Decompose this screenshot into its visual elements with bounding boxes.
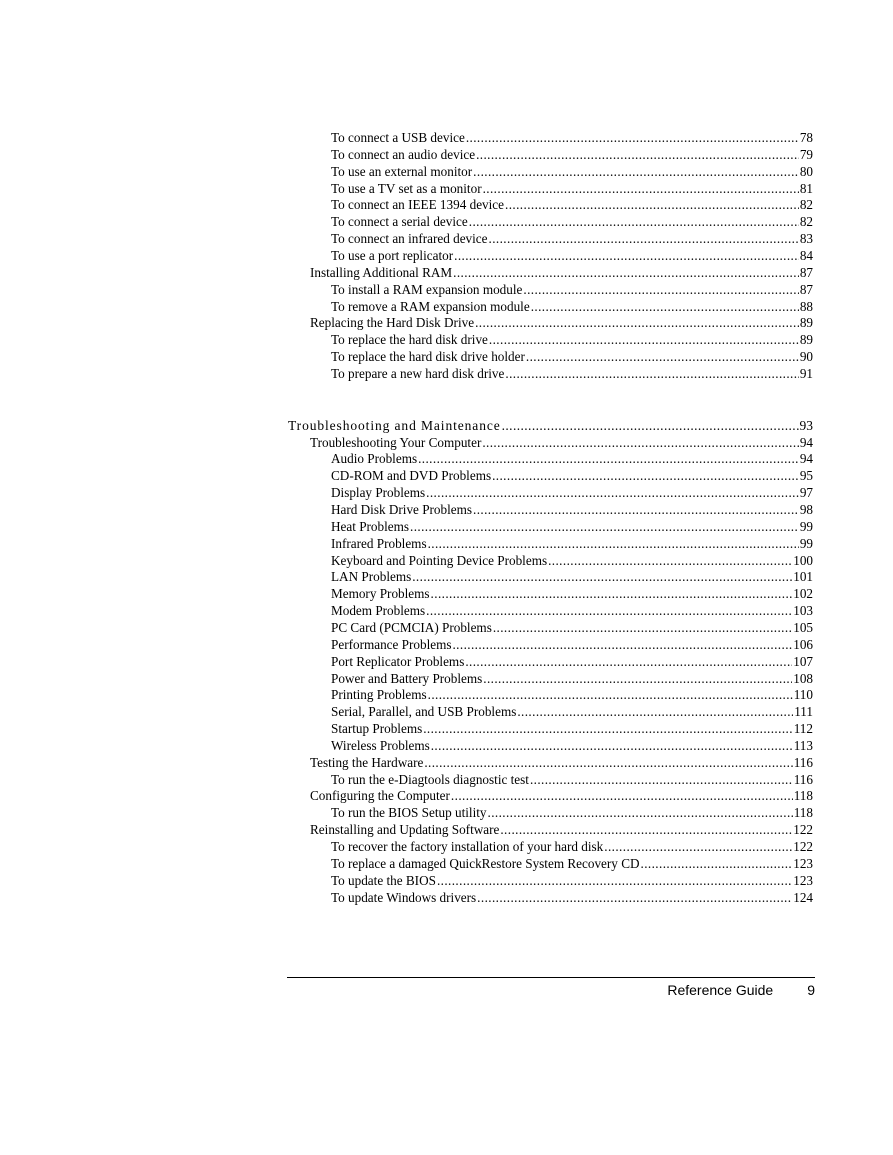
toc-page-number: 81 [799, 180, 813, 196]
dot-leader [454, 248, 799, 264]
toc-page-number: 122 [793, 822, 813, 838]
toc-entry-title: Testing the Hardware [310, 754, 424, 770]
toc-page-number: 116 [793, 771, 813, 787]
dot-leader [483, 671, 792, 687]
toc-page-number: 108 [793, 670, 813, 686]
dot-leader [548, 553, 792, 569]
toc-entry [331, 586, 813, 602]
toc-entry-title: Keyboard and Pointing Device Problems [331, 552, 548, 568]
toc-page-number: 87 [799, 281, 813, 297]
toc-page-number: 107 [793, 653, 813, 669]
toc-page-number: 110 [793, 687, 813, 703]
toc-section [310, 315, 813, 331]
dot-leader [431, 586, 793, 602]
toc-entry-title: To remove a RAM expansion module [331, 298, 530, 314]
dot-leader [505, 197, 799, 213]
dot-leader [452, 637, 792, 653]
toc-entry-title: To run the e-Diagtools diagnostic test [331, 771, 529, 787]
toc-entry-title: To prepare a new hard disk drive [331, 365, 505, 381]
dot-leader [466, 130, 799, 146]
toc-entry [331, 569, 813, 585]
toc-page-number: 80 [799, 163, 813, 179]
toc-section [310, 822, 813, 838]
toc-entry-title: Replacing the Hard Disk Drive [310, 315, 475, 331]
footer-page-number: 9 [807, 982, 815, 998]
toc-entry-title: To connect a serial device [331, 214, 468, 230]
toc-page-number: 88 [799, 298, 813, 314]
toc-page-number: 113 [793, 737, 813, 753]
toc-entry-title: To connect an infrared device [331, 231, 488, 247]
toc-page-number: 83 [799, 231, 813, 247]
toc-entry [331, 805, 813, 821]
toc-entry-title: To run the BIOS Setup utility [331, 805, 487, 821]
footer-guide-title: Reference Guide [667, 982, 774, 998]
toc-page-number: 118 [793, 788, 813, 804]
toc-entry [331, 637, 813, 653]
toc-page-number: 99 [799, 518, 813, 534]
toc-entry-title: Troubleshooting and Maintenance [288, 417, 501, 433]
dot-leader [523, 282, 798, 298]
dot-leader [469, 214, 799, 230]
toc-entry [331, 502, 813, 518]
toc-page-number: 89 [799, 315, 813, 331]
dot-leader [451, 788, 793, 804]
toc-entry-title: To use a port replicator [331, 247, 454, 263]
toc-page-number: 90 [799, 349, 813, 365]
toc-entry [331, 451, 813, 467]
toc-page-number: 101 [793, 569, 813, 585]
toc-entry [331, 687, 813, 703]
toc-page-number: 94 [799, 434, 813, 450]
toc-entry-title: To use an external monitor [331, 163, 473, 179]
toc-page-number: 89 [799, 332, 813, 348]
toc-section [310, 755, 813, 771]
toc-entry [331, 366, 813, 382]
toc-entry-title: Memory Problems [331, 586, 430, 602]
toc-entry [331, 738, 813, 754]
dot-leader [428, 536, 799, 552]
dot-leader [531, 299, 799, 315]
toc-entry [331, 299, 813, 315]
toc-entry-title: To use a TV set as a monitor [331, 180, 482, 196]
toc-page-number: 102 [793, 586, 813, 602]
toc-page-number: 103 [793, 603, 813, 619]
toc-entry [331, 873, 813, 889]
toc-entry [331, 704, 813, 720]
dot-leader [475, 315, 799, 331]
toc-page-number: 106 [793, 636, 813, 652]
toc-entry [331, 468, 813, 484]
toc-entry-title: Hard Disk Drive Problems [331, 502, 473, 517]
toc-page-number: 118 [793, 805, 813, 821]
toc-entry-title: Printing Problems [331, 687, 427, 703]
toc-entry [331, 890, 813, 906]
toc-entry-title: Audio Problems [331, 451, 418, 467]
toc-entry-title: Modem Problems [331, 603, 426, 619]
toc-page-number: 79 [799, 146, 813, 162]
toc-entry-title: Installing Additional RAM [310, 264, 453, 280]
dot-leader [483, 181, 799, 197]
dot-leader [431, 738, 793, 754]
toc-entry [331, 603, 813, 619]
toc-page-number: 93 [799, 417, 813, 433]
toc-entry [331, 282, 813, 298]
dot-leader [502, 418, 799, 434]
toc-page-number: 99 [799, 535, 813, 551]
dot-leader [423, 721, 792, 737]
page-footer [620, 982, 815, 998]
toc-entry-title: To connect an audio device [331, 146, 476, 162]
dot-leader [426, 603, 792, 619]
dot-leader [412, 569, 792, 585]
toc-entry-title: To replace the hard disk drive holder [331, 349, 525, 365]
toc-entry [331, 485, 813, 501]
toc-entry [331, 197, 813, 213]
dot-leader [604, 839, 792, 855]
toc-entry-title: Configuring the Computer [310, 788, 450, 804]
toc-entry-title: Heat Problems [331, 518, 410, 534]
toc-entry [331, 772, 813, 788]
toc-entry [331, 248, 813, 264]
toc-entry-title: Troubleshooting Your Computer [310, 434, 482, 450]
dot-leader [517, 704, 793, 720]
toc-page-number: 123 [793, 872, 813, 888]
toc-entry [331, 164, 813, 180]
toc-page-number: 95 [799, 468, 813, 484]
toc-page-number: 91 [799, 365, 813, 381]
toc-entry [331, 721, 813, 737]
toc-entry-title: To update the BIOS [331, 872, 436, 888]
toc-chapter [288, 418, 813, 434]
toc-entry-title: PC Card (PCMCIA) Problems [331, 619, 492, 635]
toc-page-number: 94 [799, 451, 813, 467]
toc-page-number: 87 [799, 264, 813, 280]
toc-entry [331, 147, 813, 163]
dot-leader [526, 349, 799, 365]
dot-leader [493, 620, 792, 636]
toc-entry-title: To replace the hard disk drive [331, 332, 488, 348]
dot-leader [477, 890, 792, 906]
dot-leader [426, 485, 799, 501]
toc-entry-title: To replace a damaged QuickRestore System Recovery CD [331, 855, 640, 871]
toc-page-number: 78 [799, 130, 813, 145]
dot-leader [410, 519, 799, 535]
dot-leader [473, 502, 799, 518]
toc-entry [331, 856, 813, 872]
toc-entry-title: To update Windows drivers [331, 889, 477, 905]
toc-entry [331, 181, 813, 197]
dot-leader [473, 164, 799, 180]
toc-entry-title: Power and Battery Problems [331, 670, 483, 686]
toc-entry-title: Infrared Problems [331, 535, 427, 551]
toc-entry [331, 349, 813, 365]
toc-page-number: 97 [799, 485, 813, 501]
dot-leader [482, 435, 798, 451]
dot-leader [488, 805, 793, 821]
toc-entry-title: Startup Problems [331, 721, 423, 737]
toc-page-number: 122 [793, 839, 813, 854]
toc-entry [331, 519, 813, 535]
dot-leader [428, 687, 793, 703]
toc-entry [331, 654, 813, 670]
toc-page-number: 111 [794, 704, 813, 720]
toc-page-number: 98 [799, 502, 813, 517]
toc-page-number: 82 [799, 197, 813, 213]
toc-page-number: 124 [793, 889, 813, 905]
toc-page-number: 112 [793, 721, 813, 737]
dot-leader [465, 654, 792, 670]
toc-entry [331, 671, 813, 687]
toc-entry [331, 130, 813, 146]
toc-section [310, 435, 813, 451]
toc-entry-title: To connect an IEEE 1394 device [331, 197, 505, 213]
toc-entry-title: To recover the factory installation of your hard disk [331, 839, 604, 854]
toc-entry [331, 839, 813, 855]
toc-entry-title: Reinstalling and Updating Software [310, 822, 500, 838]
dot-leader [500, 822, 792, 838]
toc-entry-title: Performance Problems [331, 636, 452, 652]
toc-page-number: 84 [799, 247, 813, 263]
footer-rule [287, 977, 815, 978]
dot-leader [492, 468, 799, 484]
dot-leader [530, 772, 793, 788]
toc-entry-title: Port Replicator Problems [331, 653, 465, 669]
dot-leader [453, 265, 799, 281]
toc-section [310, 265, 813, 281]
toc-entry [331, 231, 813, 247]
dot-leader [489, 231, 799, 247]
dot-leader [418, 451, 799, 467]
toc-entry [331, 553, 813, 569]
toc-page-number: 100 [793, 552, 813, 568]
toc-page-number: 105 [793, 619, 813, 635]
toc-entry-title: Display Problems [331, 485, 426, 501]
toc-entry-title: LAN Problems [331, 569, 412, 585]
toc-page-number: 116 [793, 754, 813, 770]
dot-leader [476, 147, 799, 163]
dot-leader [505, 366, 798, 382]
toc-entry-title: To install a RAM expansion module [331, 281, 523, 297]
toc-entry-title: Serial, Parallel, and USB Problems [331, 704, 517, 720]
toc-entry-title: To connect a USB device [331, 130, 465, 145]
dot-leader [641, 856, 793, 872]
toc-entry [331, 536, 813, 552]
toc-entry-title: CD-ROM and DVD Problems [331, 468, 492, 484]
toc-section [310, 788, 813, 804]
dot-leader [489, 332, 799, 348]
toc-page-number: 82 [799, 214, 813, 230]
dot-leader [424, 755, 792, 771]
toc-entry [331, 620, 813, 636]
toc-entry [331, 332, 813, 348]
toc-entry [331, 214, 813, 230]
toc-entry-title: Wireless Problems [331, 737, 430, 753]
dot-leader [437, 873, 792, 889]
toc-page-number: 123 [793, 855, 813, 871]
